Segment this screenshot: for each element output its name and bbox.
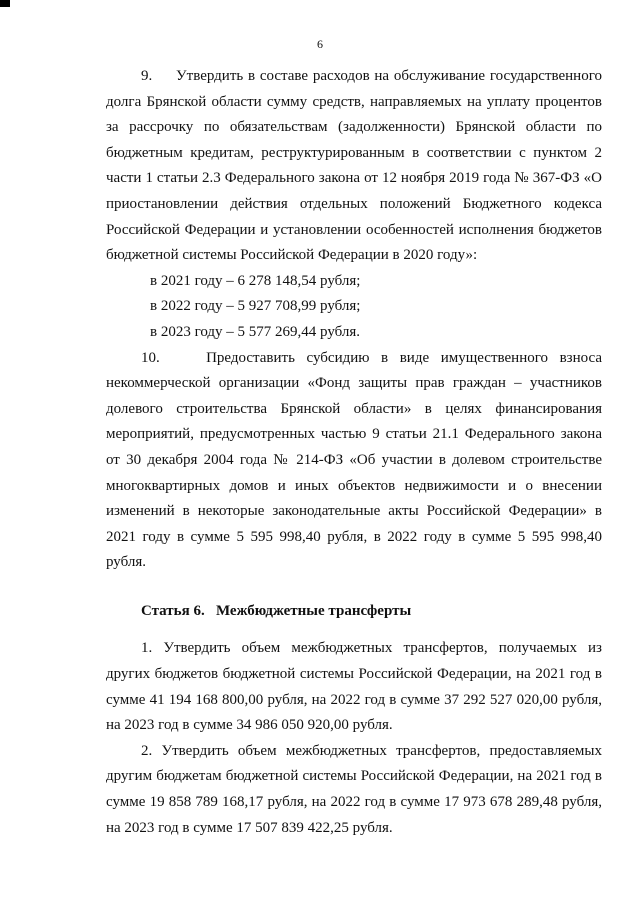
list-item: в 2022 году – 5 927 708,99 рубля; [150,298,361,315]
paragraph-9: 9. Утвердить в составе расходов на обслуживание государственного долга Брянской области сумму средств, направляемых на уплату процентов за рассрочку по обязательствам (задолженности) Брянской области по бюджетным кредитам, реструктурированным в соответствии с пунктом 2 части 1 статьи 2.3 Федерального закона от 12 ноября 2019 года № 367-ФЗ «О приостановлении действия отдельных положений Бюджетного кодекса Российской Федерации и установлении особенностей исполнения бюджетов бюджетной системы Российской Федерации в 2020 году»: [106,68,602,264]
scan-corner-mark [0,0,10,7]
article-6-heading: Статья 6. Межбюджетные трансферты [141,602,412,619]
paragraph-10: 10. Предоставить субсидию в виде имущественного взноса некоммерческой организации «Фонд защиты прав граждан – участников долевого строительства Брянской области» в целях финансирования мероприятий, предусмотренных частью 9 статьи 21.1 Федерального закона от 30 декабря 2004 года № 214-ФЗ «Об участии в долевом строительстве многоквартирных домов и иных объектов недвижимости и о внесении изменений в некоторые законодательные акты Российской Федерации» в 2021 году в сумме 5 595 998,40 рубля, в 2022 году в сумме 5 595 998,40 рубля. [106,349,602,571]
article-6-paragraph-1: 1. Утвердить объем межбюджетных трансфертов, получаемых из других бюджетов бюджетной системы Российской Федерации, на 2021 год в сумме 41 194 168 800,00 рубля, на 2022 год в сумме 37 292 527 020,00 рубля, на 2023 год в сумме 34 986 050 920,00 рубля. [106,640,602,734]
list-item: в 2023 году – 5 577 269,44 рубля. [150,323,361,340]
list-item: в 2021 году – 6 278 148,54 рубля; [150,272,361,289]
page-number: 6 [317,37,323,51]
document-body [106,64,602,841]
article-6-paragraph-2: 2. Утвердить объем межбюджетных трансфертов, предоставляемых другим бюджетам бюджетной системы Российской Федерации, на 2021 год в сумме 19 858 789 168,17 рубля, на 2022 год в сумме 17 973 678 289,48 рубля, на 2023 год в сумме 17 507 839 422,25 рубля. [106,742,602,836]
